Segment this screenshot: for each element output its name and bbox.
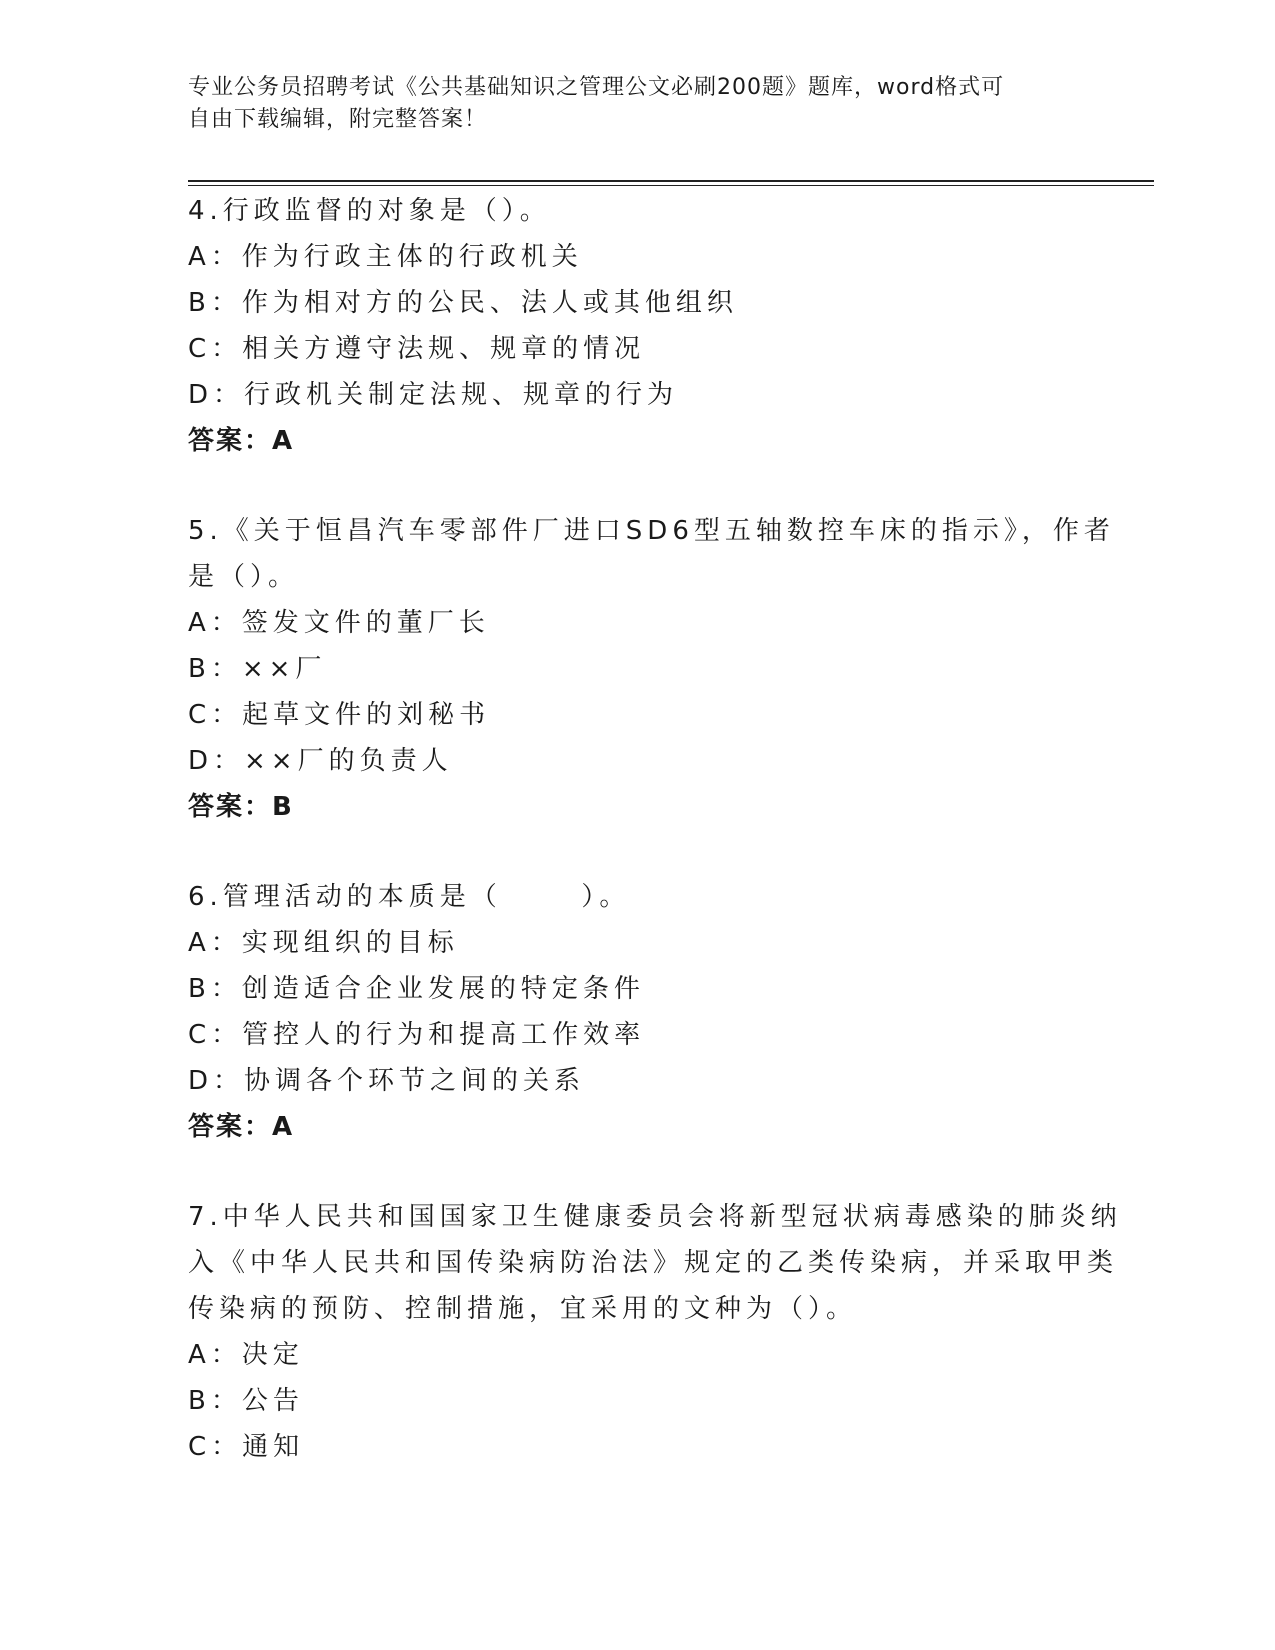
question-stem-line: 传染病的预防、控制措施，宜采用的文种为（）。 [188,1294,858,1324]
option-c: C：相关方遵守法规、规章的情况 [188,334,646,364]
question-7 [188,1194,1122,1470]
option-c: C：通知 [188,1432,305,1462]
option-b: B：创造适合企业发展的特定条件 [188,974,645,1004]
question-stem [188,1194,1122,1332]
question-list [188,188,1122,1514]
header-line-1: 专业公务员招聘考试《公共基础知识之管理公文必刷200题》题库，word格式可 [188,75,1005,100]
option-b: B：公告 [188,1386,304,1416]
question-stem [188,508,1115,600]
question-stem [188,188,1068,234]
question-4 [188,188,1068,464]
header-divider-thin [188,185,1154,186]
option-d: D：××厂的负责人 [188,746,453,776]
header-line-2: 自由下载编辑，附完整答案！ [188,107,488,132]
option-b: B：作为相对方的公民、法人或其他组织 [188,288,738,318]
option-b: B：××厂 [188,654,327,684]
question-stem [188,874,1068,920]
option-c: C：管控人的行为和提高工作效率 [188,1020,646,1050]
question-stem-line: 4.行政监督的对象是（）。 [188,196,551,226]
option-a: A：实现组织的目标 [188,928,459,958]
option-a: A：签发文件的董厂长 [188,608,490,638]
question-5 [188,508,1115,830]
question-6 [188,874,1068,1150]
question-stem-line: 6.管理活动的本质是（ ）。 [188,882,631,912]
answer-label: 答案：A [188,1112,295,1142]
question-stem-line: 5.《关于恒昌汽车零部件厂进口SD6型五轴数控车床的指示》，作者 [188,516,1115,546]
option-a: A：作为行政主体的行政机关 [188,242,583,272]
option-d: D：协调各个环节之间的关系 [188,1066,586,1096]
question-stem-line: 入《中华人民共和国传染病防治法》规定的乙类传染病，并采取甲类 [188,1248,1119,1278]
option-a: A：决定 [188,1340,304,1370]
answer-label: 答案：B [188,792,294,822]
answer-label: 答案：A [188,426,295,456]
question-stem-line: 是（）。 [188,562,300,592]
option-c: C：起草文件的刘秘书 [188,700,491,730]
header-divider-thick [188,180,1154,182]
document-header [188,72,1078,136]
option-d: D：行政机关制定法规、规章的行为 [188,380,679,410]
question-stem-line: 7.中华人民共和国国家卫生健康委员会将新型冠状病毒感染的肺炎纳 [188,1202,1122,1232]
